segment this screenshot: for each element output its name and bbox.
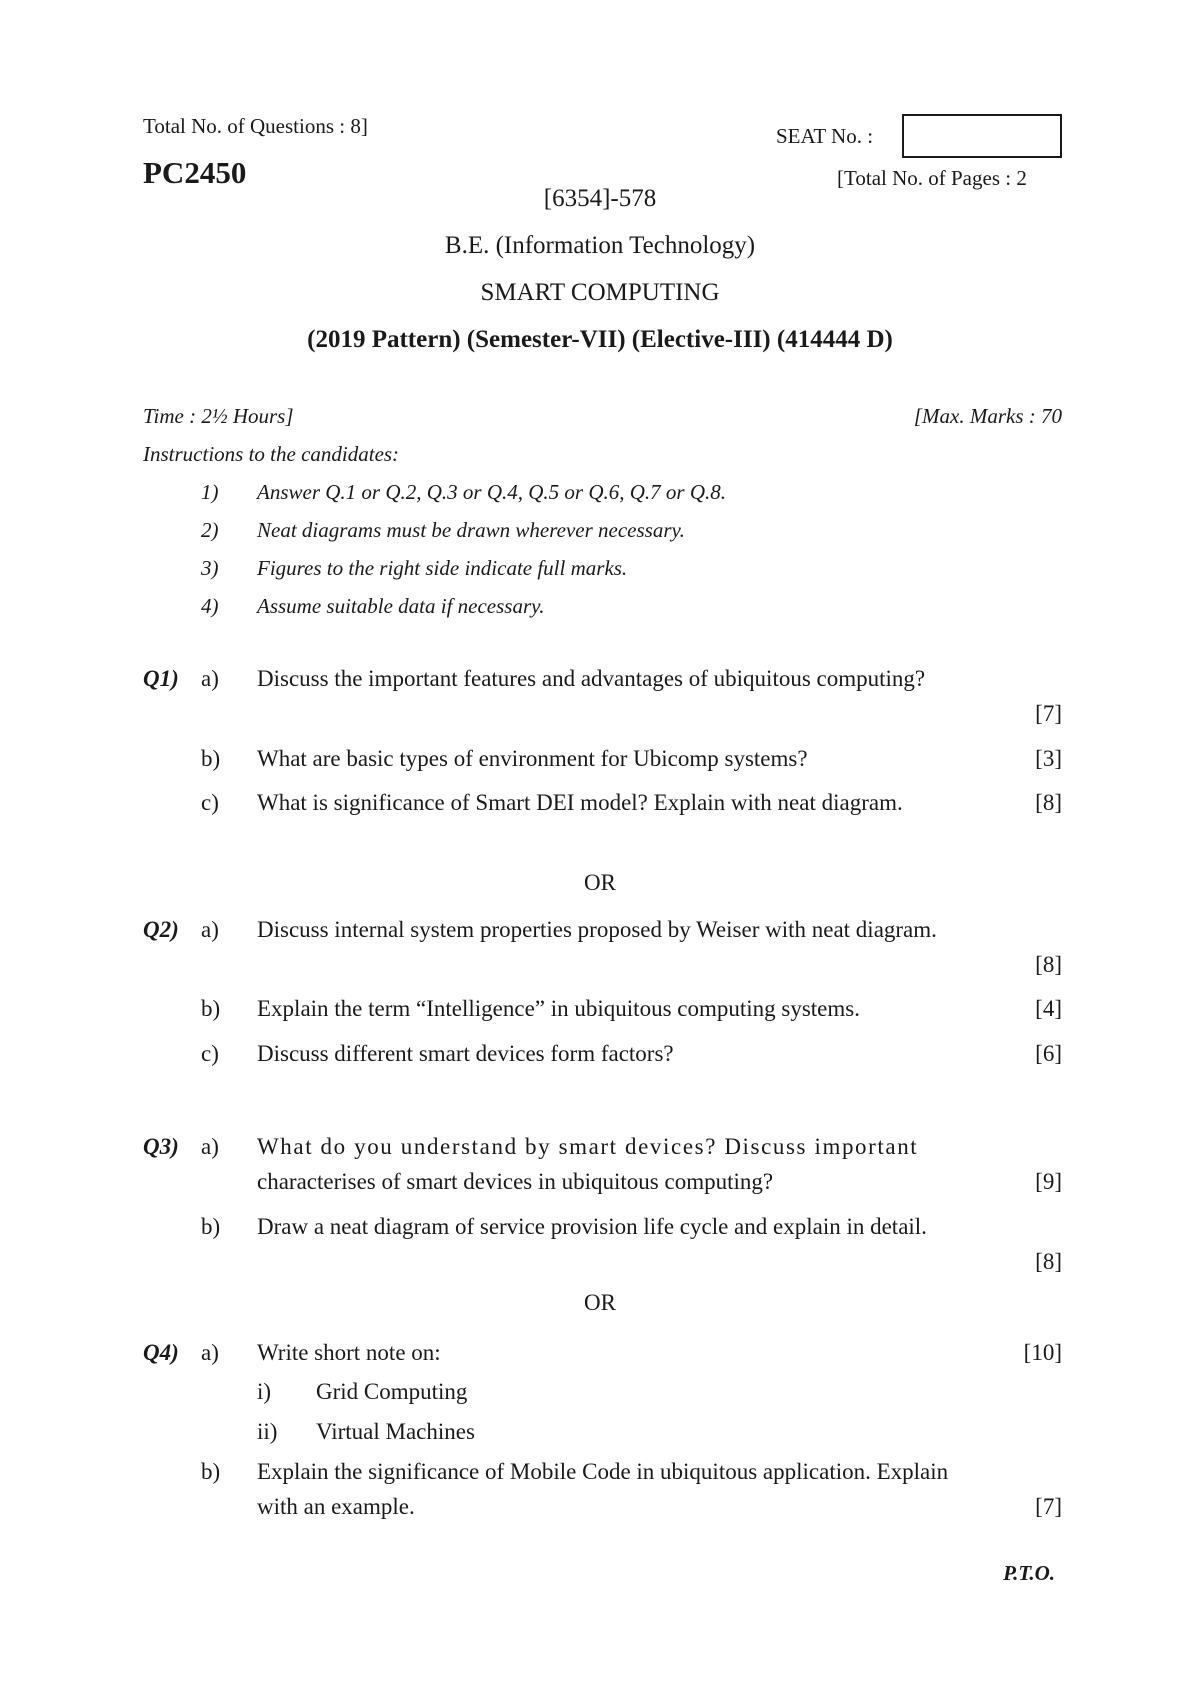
instruction-num: 1): [201, 480, 219, 504]
question-label: Q4): [143, 1340, 179, 1365]
seat-label: SEAT No. :: [776, 124, 874, 148]
part-label: b): [201, 746, 221, 771]
part-label: c): [201, 790, 219, 815]
question-text: Explain the term “Intelligence” in ubiquitous computing systems.: [257, 996, 860, 1021]
instruction-num: 2): [201, 518, 219, 542]
part-label: a): [201, 666, 219, 691]
instruction-num: 3): [201, 556, 219, 580]
paper-code: PC2450: [143, 155, 247, 190]
part-label: a): [201, 917, 219, 942]
exam-code: [6354]-578: [543, 185, 657, 212]
time-label: Time : 2½ Hours]: [143, 404, 294, 428]
instruction-text: Neat diagrams must be drawn wherever necessary.: [257, 518, 685, 542]
pto-label: P.T.O.: [1003, 1561, 1055, 1585]
part-label: a): [201, 1340, 219, 1365]
total-questions: Total No. of Questions : 8]: [143, 114, 368, 138]
part-label: a): [201, 1134, 219, 1159]
or-divider: OR: [584, 1290, 616, 1315]
marks: [4]: [1035, 996, 1062, 1021]
pattern-title: (2019 Pattern) (Semester-VII) (Elective-III) (414444 D): [307, 326, 893, 353]
instruction-text: Assume suitable data if necessary.: [257, 594, 545, 618]
sub-item-num: i): [257, 1379, 272, 1404]
question-text: Draw a neat diagram of service provision life cycle and explain in detail.: [257, 1214, 927, 1239]
marks: [8]: [1035, 790, 1062, 815]
part-label: b): [201, 1214, 221, 1239]
max-marks: [Max. Marks : 70: [913, 404, 1062, 428]
part-label: c): [201, 1041, 219, 1066]
marks: [10]: [1023, 1340, 1062, 1365]
degree-title: B.E. (Information Technology): [444, 232, 756, 259]
subject-title: SMART COMPUTING: [480, 279, 720, 306]
sub-item-text: Virtual Machines: [316, 1419, 475, 1444]
question-text: with an example.: [257, 1494, 415, 1519]
or-divider: OR: [584, 870, 616, 895]
instruction-num: 4): [201, 594, 219, 618]
marks: [3]: [1035, 746, 1062, 771]
sub-item-num: ii): [257, 1419, 278, 1444]
question-text: What do you understand by smart devices? Discuss important: [257, 1134, 919, 1159]
question-text: characterises of smart devices in ubiquitous computing?: [257, 1169, 774, 1194]
total-pages: [Total No. of Pages : 2: [837, 166, 1027, 190]
marks: [6]: [1035, 1041, 1062, 1066]
question-label: Q3): [143, 1134, 179, 1159]
question-text: Discuss internal system properties proposed by Weiser with neat diagram.: [257, 917, 937, 942]
question-label: Q1): [143, 666, 179, 691]
question-text: Explain the significance of Mobile Code in ubiquitous application. Explain: [257, 1459, 949, 1484]
sub-item-text: Grid Computing: [316, 1379, 468, 1404]
part-label: b): [201, 996, 221, 1021]
marks: [7]: [1035, 1494, 1062, 1519]
question-text: Write short note on:: [257, 1340, 441, 1365]
question-text: What is significance of Smart DEI model? Explain with neat diagram.: [257, 790, 903, 815]
seat-number-box[interactable]: [902, 114, 1062, 158]
marks: [9]: [1035, 1169, 1062, 1194]
marks: [8]: [1035, 952, 1062, 977]
question-text: What are basic types of environment for Ubicomp systems?: [257, 746, 808, 771]
question-text: Discuss the important features and advantages of ubiquitous computing?: [257, 666, 926, 691]
marks: [7]: [1035, 701, 1062, 726]
question-text: Discuss different smart devices form factors?: [257, 1041, 674, 1066]
marks: [8]: [1035, 1249, 1062, 1274]
question-label: Q2): [143, 917, 179, 942]
part-label: b): [201, 1459, 221, 1484]
instruction-text: Answer Q.1 or Q.2, Q.3 or Q.4, Q.5 or Q.6, Q.7 or Q.8.: [257, 480, 727, 504]
instruction-text: Figures to the right side indicate full marks.: [257, 556, 628, 580]
instructions-title: Instructions to the candidates:: [143, 442, 400, 466]
